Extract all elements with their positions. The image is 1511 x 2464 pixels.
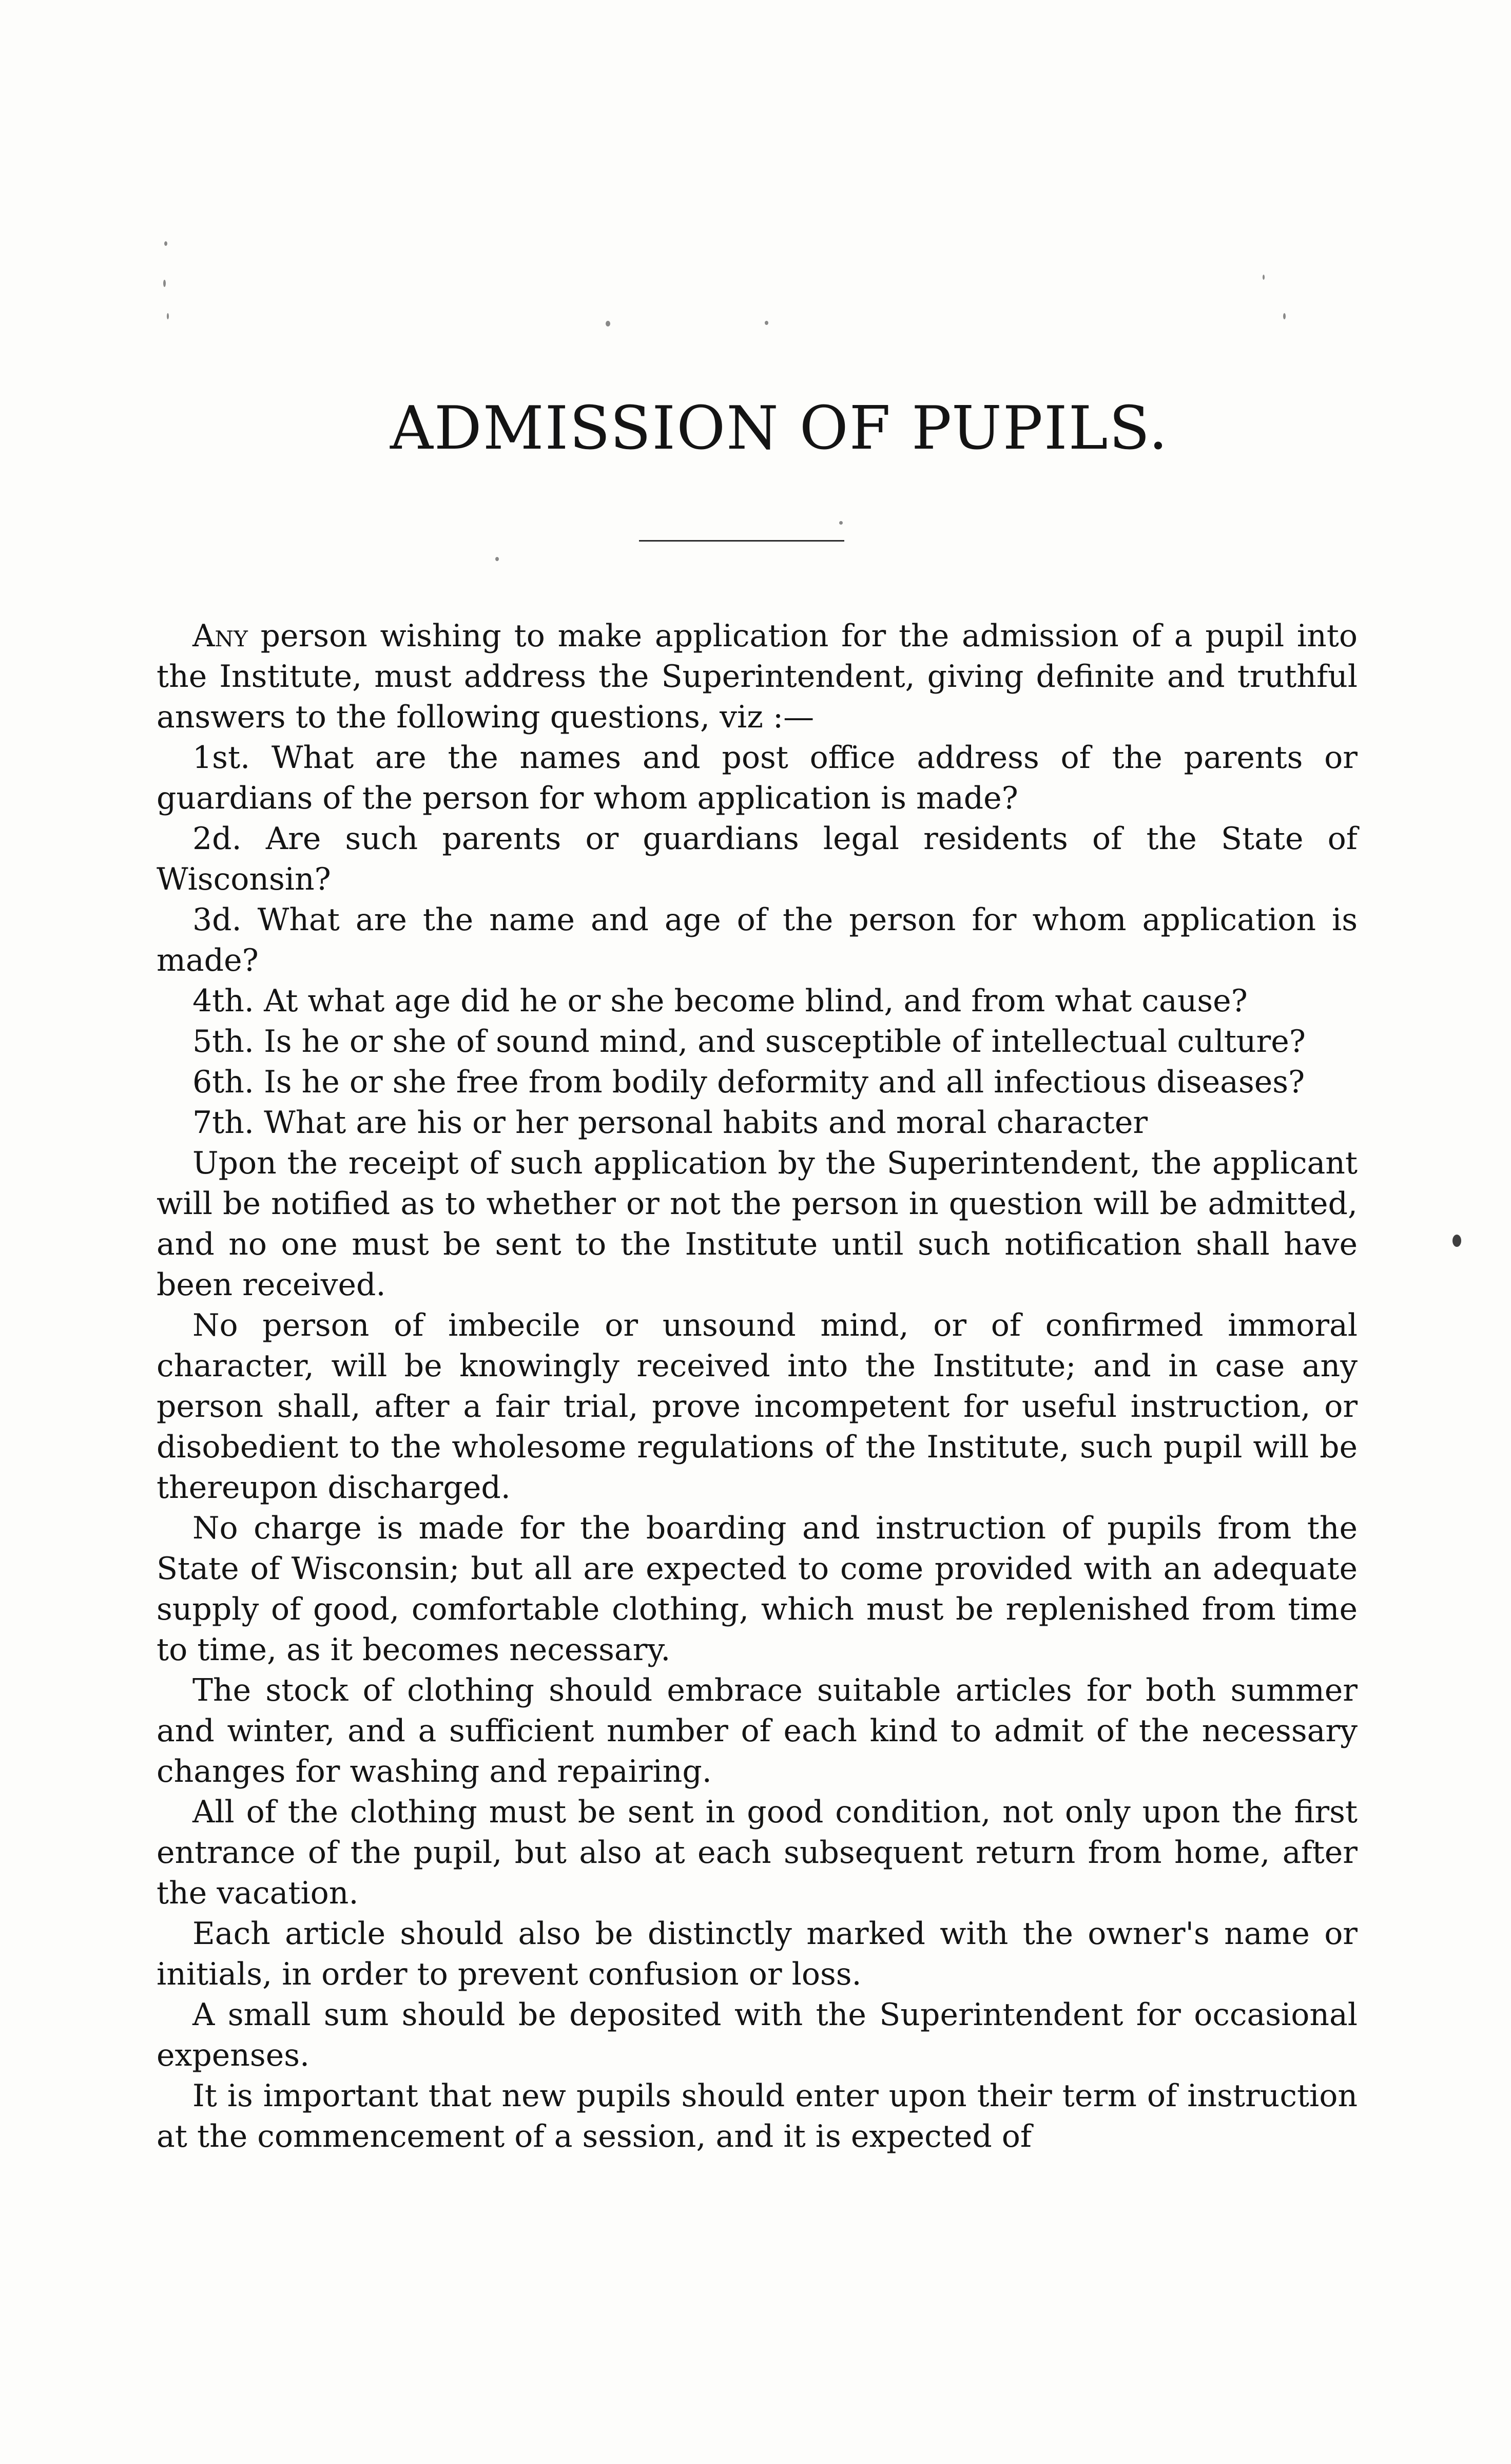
scan-speck xyxy=(495,557,499,561)
paragraph-conduct: No person of imbecile or unsound mind, or of confirmed immoral character, will be knowingly received into the Institute; and in case any person shall, after a fair trial, prove incompetent for useful instruction, or disobedient to the wholesome regulations of the Institute, such pupil will be thereupon discharged. xyxy=(157,1307,1358,1506)
scan-speck xyxy=(163,280,166,287)
question-1: 1st. What are the names and post office address of the parents or guardians of the person for whom application is made? xyxy=(157,740,1358,816)
paragraph-clothing-condition: All of the clothing must be sent in good condition, not only upon the first entrance of the pupil, but also at each subsequent return from home, after the vacation. xyxy=(157,1794,1358,1911)
scan-speck xyxy=(1452,1235,1461,1247)
question-7: 7th. What are his or her personal habits and moral character xyxy=(192,1105,1148,1141)
intro-lead: Any xyxy=(192,618,248,654)
scan-speck xyxy=(1263,275,1265,280)
paragraph-session: It is important that new pupils should enter upon their term of instruction at the commencement of a session, and it is expected of xyxy=(157,2078,1358,2154)
document-body xyxy=(157,616,1358,2157)
paragraph-clothing-stock: The stock of clothing should embrace suitable articles for both summer and winter, and a sufficient number of each kind to admit of the necessary changes for washing and repairing. xyxy=(157,1672,1358,1789)
title-divider xyxy=(639,540,844,542)
paragraph-notification: Upon the receipt of such application by the Superintendent, the applicant will be notified as to whether or not the person in question will be admitted, and no one must be sent to the Institute until such notification shall have been received. xyxy=(157,1145,1358,1303)
intro-paragraph xyxy=(157,616,1358,738)
paragraph-charges: No charge is made for the boarding and instruction of pupils from the State of Wisconsin; but all are expected to come provided with an adequate supply of good, comfortable clothing, which must be replenished from time to time, as it becomes necessary. xyxy=(157,1510,1358,1668)
page-title: ADMISSION OF PUPILS. xyxy=(390,394,1169,463)
paragraph-expenses: A small sum should be deposited with the Superintendent for occasional expenses. xyxy=(157,1997,1358,2073)
scan-speck xyxy=(606,321,610,326)
question-3: 3d. What are the name and age of the person for whom application is made? xyxy=(157,902,1358,978)
scan-speck xyxy=(1283,313,1286,319)
scan-speck xyxy=(765,321,768,325)
question-4: 4th. At what age did he or she become blind, and from what cause? xyxy=(192,983,1248,1019)
intro-text: person wishing to make application for the admission of a pupil into the Institute, must address the Superintendent, giving definite and truthful answers to the following questions, viz :— xyxy=(157,618,1358,735)
scan-speck xyxy=(164,241,167,246)
question-2: 2d. Are such parents or guardians legal residents of the State of Wisconsin? xyxy=(157,821,1358,897)
question-6: 6th. Is he or she free from bodily deformity and all infectious diseases? xyxy=(192,1064,1305,1100)
scan-speck xyxy=(839,521,843,525)
scan-speck xyxy=(167,313,169,319)
question-5: 5th. Is he or she of sound mind, and susceptible of intellectual culture? xyxy=(192,1024,1306,1060)
paragraph-marking: Each article should also be distinctly marked with the owner's name or initials, in order to prevent confusion or loss. xyxy=(157,1916,1358,1992)
